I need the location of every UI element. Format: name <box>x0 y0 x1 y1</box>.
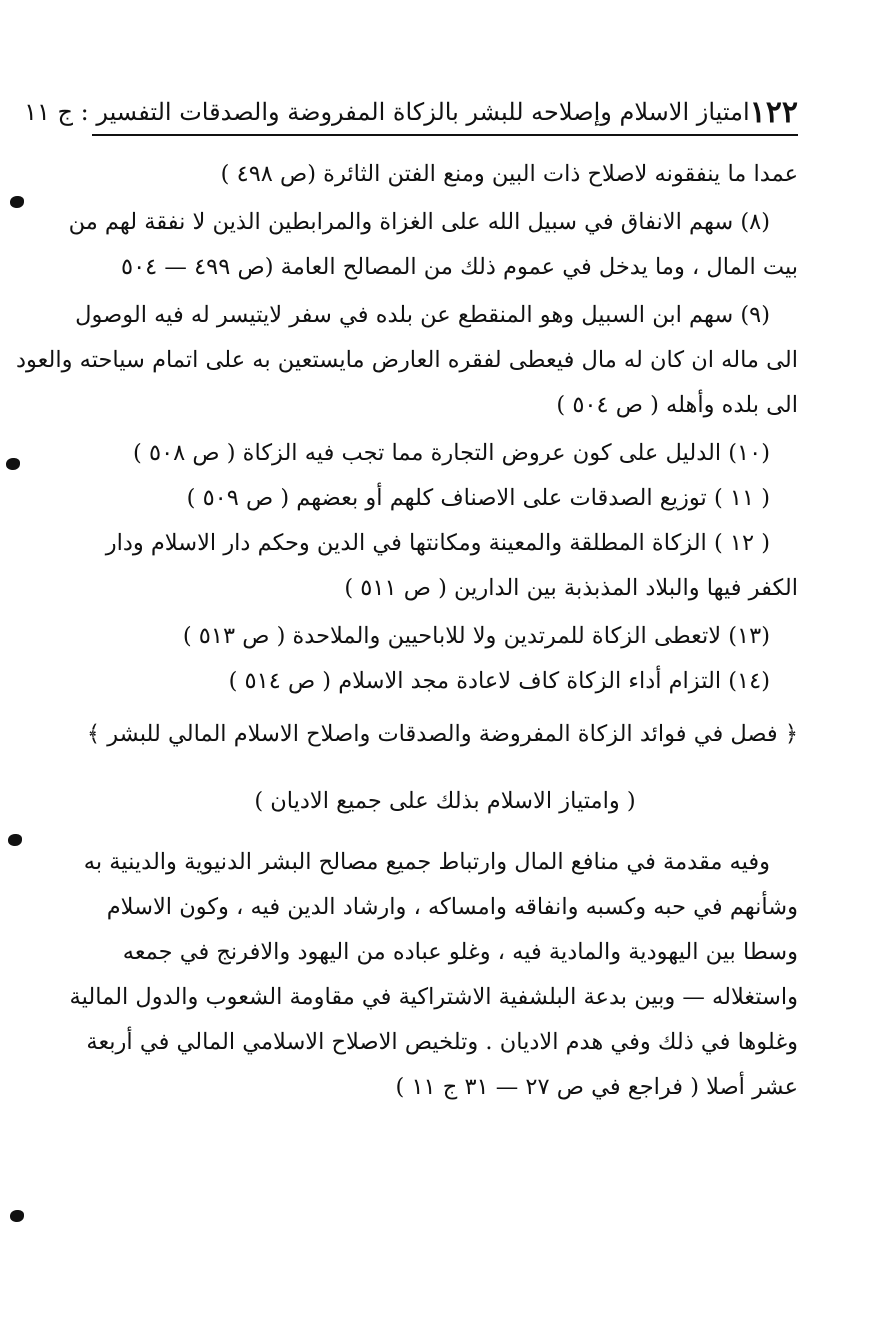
text-line: الى ماله ان كان له مال فيعطى لفقره العارض مايستعين به على اتمام سياحته والعود <box>16 347 798 373</box>
text-line: عمدا ما ينفقونه لاصلاح ذات البين ومنع الفتن الثائرة (ص ٤٩٨ ) <box>220 161 798 187</box>
text-line: (٩) سهم ابن السبيل وهو المنقطع عن بلده في سفر لايتيسر له فيه الوصول <box>75 302 770 328</box>
section-title: ﴿ فصل في فوائد الزكاة المفروضة والصدقات واصلاح الاسلام المالي للبشر ﴾ <box>86 721 798 747</box>
page-number: ١٢٢ <box>749 94 798 130</box>
text-line: ( ١١ ) توزيع الصدقات على الاصناف كلهم أو بعضهم ( ص ٥٠٩ ) <box>186 485 770 511</box>
intro-line: وفيه مقدمة في منافع المال وارتباط جميع مصالح البشر الدنيوية والدينية به <box>83 849 770 875</box>
punch-hole-mark <box>6 458 20 470</box>
section-subtitle: ( وامتياز الاسلام بذلك على جميع الاديان ) <box>254 788 636 814</box>
intro-line: وشأنهم في حبه وكسبه وانفاقه وامساكه ، وارشاد الدين فيه ، وكون الاسلام <box>106 894 798 920</box>
punch-hole-mark <box>8 834 22 846</box>
intro-line: عشر أصلا ( فراجع في ص ٢٧ — ٣١ ج ١١ ) <box>395 1074 798 1100</box>
intro-line: واستغلاله — وبين بدعة البلشفية الاشتراكية في مقاومة الشعوب والدول المالية <box>69 984 798 1010</box>
running-head: امتياز الاسلام وإصلاحه للبشر بالزكاة المفروضة والصدقات التفسير : ج ١١ <box>24 98 750 126</box>
text-line: (١٣) لاتعطى الزكاة للمرتدين ولا للاباحيين والملاحدة ( ص ٥١٣ ) <box>182 623 770 649</box>
page-content <box>16 152 798 1110</box>
punch-hole-mark <box>10 196 24 208</box>
page-header <box>24 90 798 136</box>
text-line: الى بلده وأهله ( ص ٥٠٤ ) <box>556 392 798 418</box>
text-line: ( ١٢ ) الزكاة المطلقة والمعينة ومكانتها في الدين وحكم دار الاسلام ودار <box>105 530 770 556</box>
punch-hole-mark <box>10 1210 24 1222</box>
text-line: بيت المال ، وما يدخل في عموم ذلك من المصالح العامة (ص ٤٩٩ — ٥٠٤ <box>121 254 798 280</box>
text-line: (١٤) التزام أداء الزكاة كاف لاعادة مجد الاسلام ( ص ٥١٤ ) <box>228 668 770 694</box>
text-line: (٨) سهم الانفاق في سبيل الله على الغزاة والمرابطين الذين لا نفقة لهم من <box>68 209 770 235</box>
text-line: (١٠) الدليل على كون عروض التجارة مما تجب فيه الزكاة ( ص ٥٠٨ ) <box>133 440 770 466</box>
intro-line: وسطا بين اليهودية والمادية فيه ، وغلو عباده من اليهود والافرنج في جمعه <box>122 939 798 965</box>
intro-line: وغلوها في ذلك وفي هدم الاديان . وتلخيص الاصلاح الاسلامي المالي في أربعة <box>86 1029 798 1055</box>
text-line: الكفر فيها والبلاد المذبذبة بين الدارين ( ص ٥١١ ) <box>344 575 798 601</box>
